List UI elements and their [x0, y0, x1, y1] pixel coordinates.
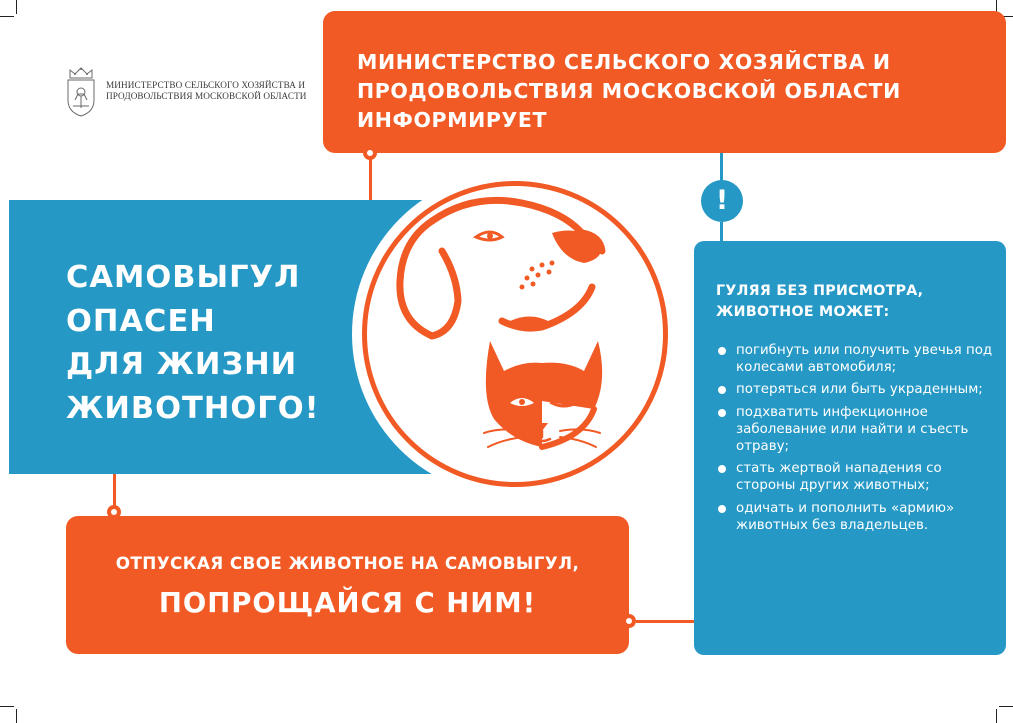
risk-text: подхватить инфекционное заболевание или найти и съесть отраву;: [736, 404, 969, 455]
risk-text: одичать и пополнить «армию» животных без владельцев.: [736, 500, 955, 533]
connector-dot: [107, 505, 121, 519]
list-item: [716, 460, 996, 494]
ministry-caption: МИНИСТЕРСТВО СЕЛЬСКОГО ХОЗЯЙСТВА И ПРОДОВОЛЬСТВИЯ МОСКОВСКОЙ ОБЛАСТИ: [106, 80, 307, 101]
danger-title-line: ДЛЯ ЖИЗНИ: [66, 347, 298, 382]
bullet-icon: [718, 386, 726, 394]
danger-title-line: ЖИВОТНОГО!: [66, 390, 320, 426]
list-item: [716, 381, 996, 398]
risks-list: [716, 342, 996, 539]
crop-mark: [996, 709, 997, 723]
exclamation-icon: !: [701, 180, 743, 222]
warning-title: ПОПРОЩАЙСЯ С НИМ!: [158, 587, 537, 619]
warning-banner: [66, 516, 629, 654]
crop-mark: [16, 709, 17, 723]
risk-text: стать жертвой нападения со стороны других животных;: [736, 461, 942, 494]
bullet-icon: [718, 347, 726, 355]
crop-mark: [16, 0, 17, 14]
connector-line: [720, 153, 723, 181]
crop-mark: [0, 706, 14, 707]
connector-dot: [622, 614, 636, 628]
moscow-oblast-emblem-icon: [64, 66, 98, 118]
connector-line: [636, 620, 696, 623]
connector-line: [720, 222, 723, 242]
crop-mark: [999, 706, 1013, 707]
bullet-icon: [718, 505, 726, 513]
ministry-informs-text: МИНИСТЕРСТВО СЕЛЬСКОГО ХОЗЯЙСТВА И ПРОДОВОЛЬСТВИЯ МОСКОВСКОЙ ОБЛАСТИ ИНФОРМИРУЕТ: [357, 50, 901, 132]
list-item: [716, 500, 996, 534]
list-item: [716, 404, 996, 456]
dog-and-cat-icon: [362, 181, 668, 487]
danger-title-line: ОПАСЕН: [66, 303, 216, 339]
risks-heading: ГУЛЯЯ БЕЗ ПРИСМОТРА, ЖИВОТНОЕ МОЖЕТ:: [716, 283, 924, 320]
risk-text: потеряться или быть украденным;: [736, 382, 983, 398]
danger-title-line: САМОВЫГУЛ: [66, 260, 301, 295]
connector-dot: [363, 146, 377, 160]
warning-subtitle: ОТПУСКАЯ СВОЕ ЖИВОТНОЕ НА САМОВЫГУЛ,: [115, 553, 580, 573]
list-item: [716, 342, 996, 376]
bullet-icon: [718, 409, 726, 417]
bullet-icon: [718, 465, 726, 473]
danger-title: [66, 256, 366, 430]
risk-text: погибнуть или получить увечья под колесами автомобиля;: [736, 343, 993, 376]
crop-mark: [0, 16, 14, 17]
